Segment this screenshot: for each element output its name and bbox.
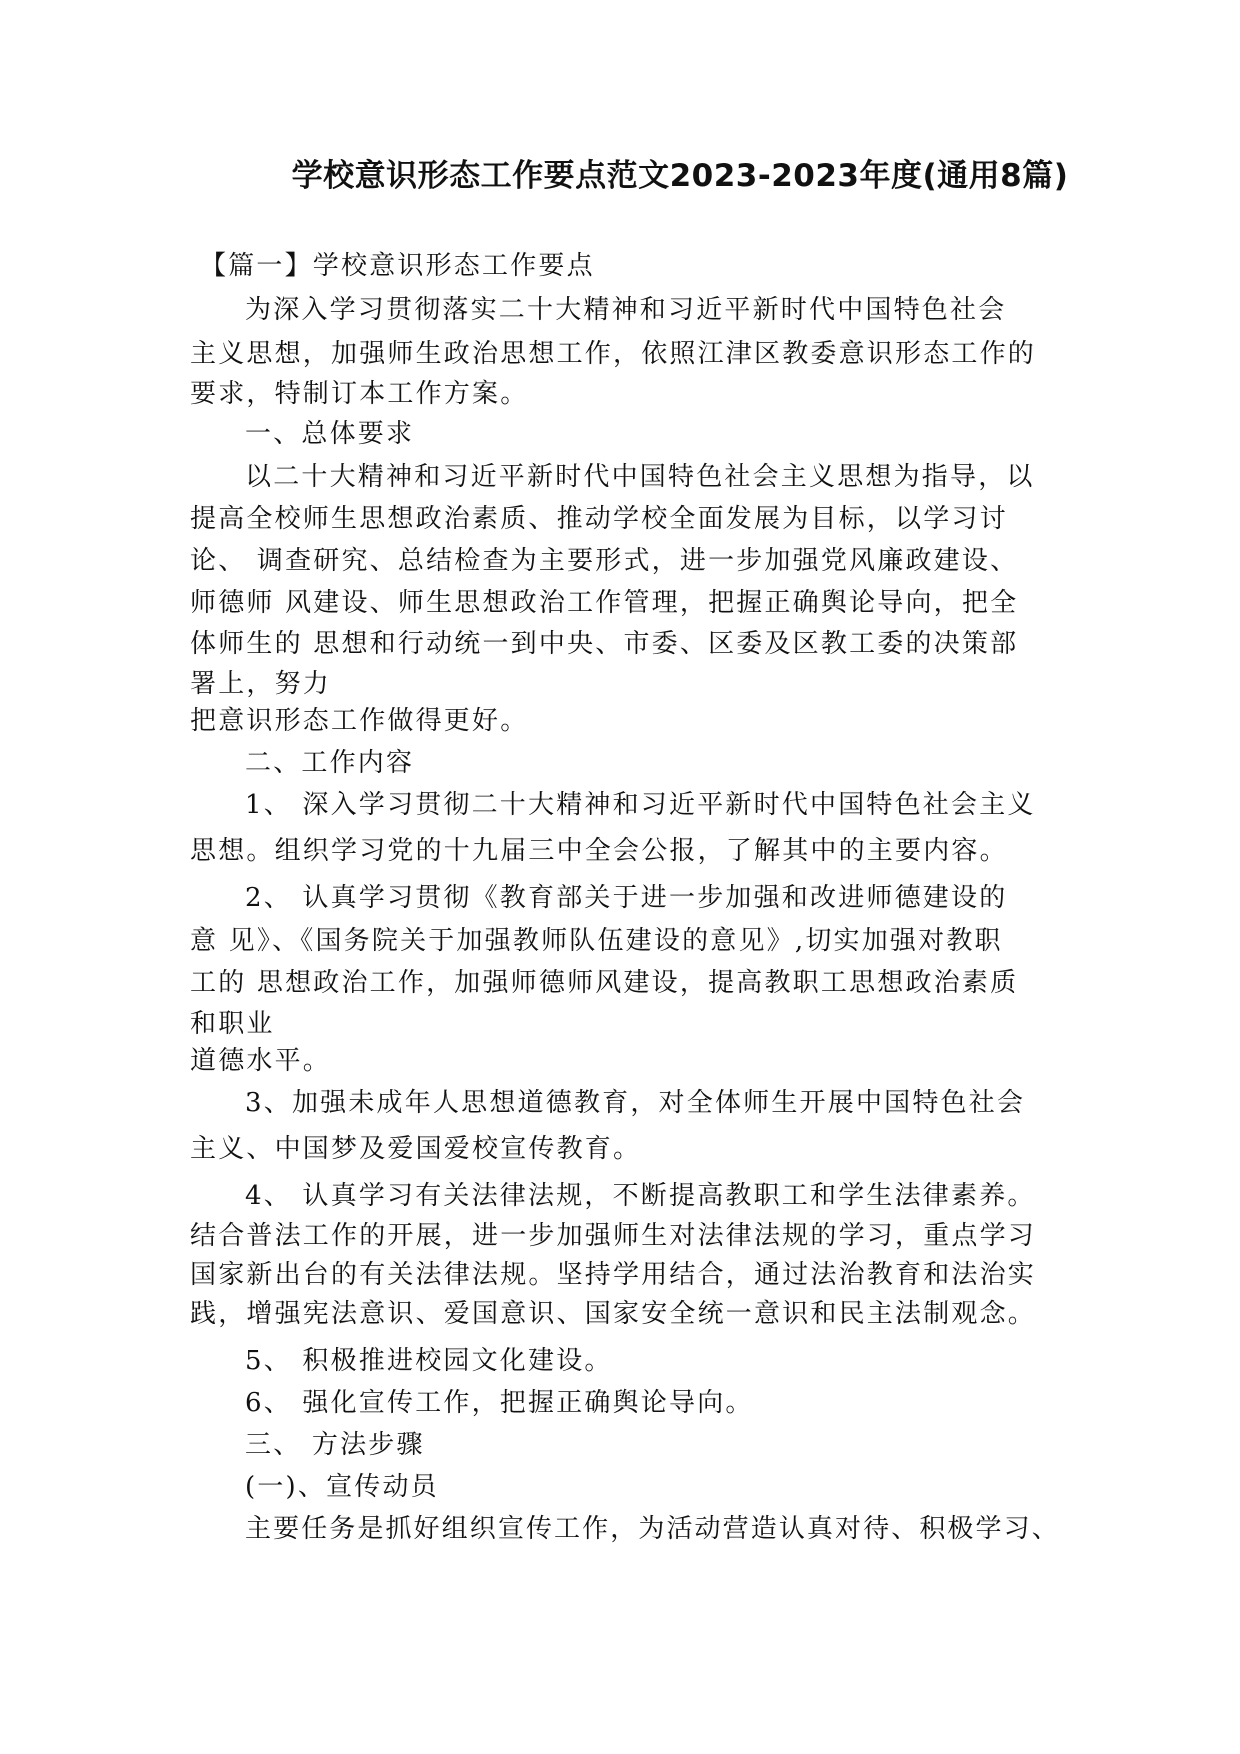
paragraph-line: 以二十大精神和习近平新时代中国特色社会主义思想为指导，以 <box>245 462 1035 492</box>
subheading: (一)、宣传动员 <box>245 1472 439 1502</box>
subheading: 三、 方法步骤 <box>245 1430 425 1460</box>
paragraph-line: 1、 深入学习贯彻二十大精神和习近平新时代中国特色社会主义 <box>245 790 1036 820</box>
paragraph-line: 把意识形态工作做得更好。 <box>190 706 529 736</box>
paragraph-line: 和职业 <box>190 1009 275 1039</box>
section-heading: 【篇一】学校意识形态工作要点 <box>200 251 595 281</box>
paragraph-line: 为深入学习贯彻落实二十大精神和习近平新时代中国特色社会 <box>245 295 1007 325</box>
document-title: 学校意识形态工作要点范文2023-2023年度(通用8篇) <box>291 158 1069 194</box>
paragraph-line: 要求，特制订本工作方案。 <box>190 379 529 409</box>
subheading: 二、工作内容 <box>245 748 415 778</box>
paragraph-line: 结合普法工作的开展，进一步加强师生对法律法规的学习，重点学习 <box>190 1221 1037 1251</box>
paragraph-line: 5、 积极推进校园文化建设。 <box>245 1346 613 1376</box>
paragraph-line: 署上，努力 <box>190 669 332 699</box>
paragraph-line: 思想。组织学习党的十九届三中全会公报，了解其中的主要内容。 <box>190 836 1008 866</box>
paragraph-line: 工的 思想政治工作，加强师德师风建设，提高教职工思想政治素质 <box>190 968 1019 998</box>
paragraph-line: 体师生的 思想和行动统一到中央、市委、区委及区教工委的决策部 <box>190 629 1019 659</box>
paragraph-line: 主义思想，加强师生政治思想工作，依照江津区教委意识形态工作的 <box>190 339 1037 369</box>
paragraph-line: 师德师 风建设、师生思想政治工作管理，把握正确舆论导向，把全 <box>190 588 1019 618</box>
paragraph-line: 提高全校师生思想政治素质、推动学校全面发展为目标，以学习讨 <box>190 504 1008 534</box>
paragraph-line: 4、 认真学习有关法律法规，不断提高教职工和学生法律素养。 <box>245 1181 1036 1211</box>
paragraph-line: 主义、中国梦及爱国爱校宣传教育。 <box>190 1134 642 1164</box>
paragraph-line: 主要任务是抓好组织宣传工作，为活动营造认真对待、积极学习、 <box>245 1514 1060 1544</box>
paragraph-line: 2、 认真学习贯彻《教育部关于进一步加强和改进师德建设的 <box>245 883 1008 913</box>
paragraph-line: 3、加强未成年人思想道德教育，对全体师生开展中国特色社会 <box>245 1088 1026 1118</box>
paragraph-line: 践，增强宪法意识、爱国意识、国家安全统一意识和民主法制观念。 <box>190 1299 1037 1329</box>
subheading: 一、总体要求 <box>245 419 415 449</box>
paragraph-line: 意 见》、《国务院关于加强教师队伍建设的意见》,切实加强对教职 <box>190 926 1003 956</box>
paragraph-line: 6、 强化宣传工作，把握正确舆论导向。 <box>245 1388 754 1418</box>
paragraph-line: 论、 调查研究、总结检查为主要形式，进一步加强党风廉政建设、 <box>190 546 1019 576</box>
paragraph-line: 国家新出台的有关法律法规。坚持学用结合，通过法治教育和法治实 <box>190 1260 1037 1290</box>
paragraph-line: 道德水平。 <box>190 1046 332 1076</box>
